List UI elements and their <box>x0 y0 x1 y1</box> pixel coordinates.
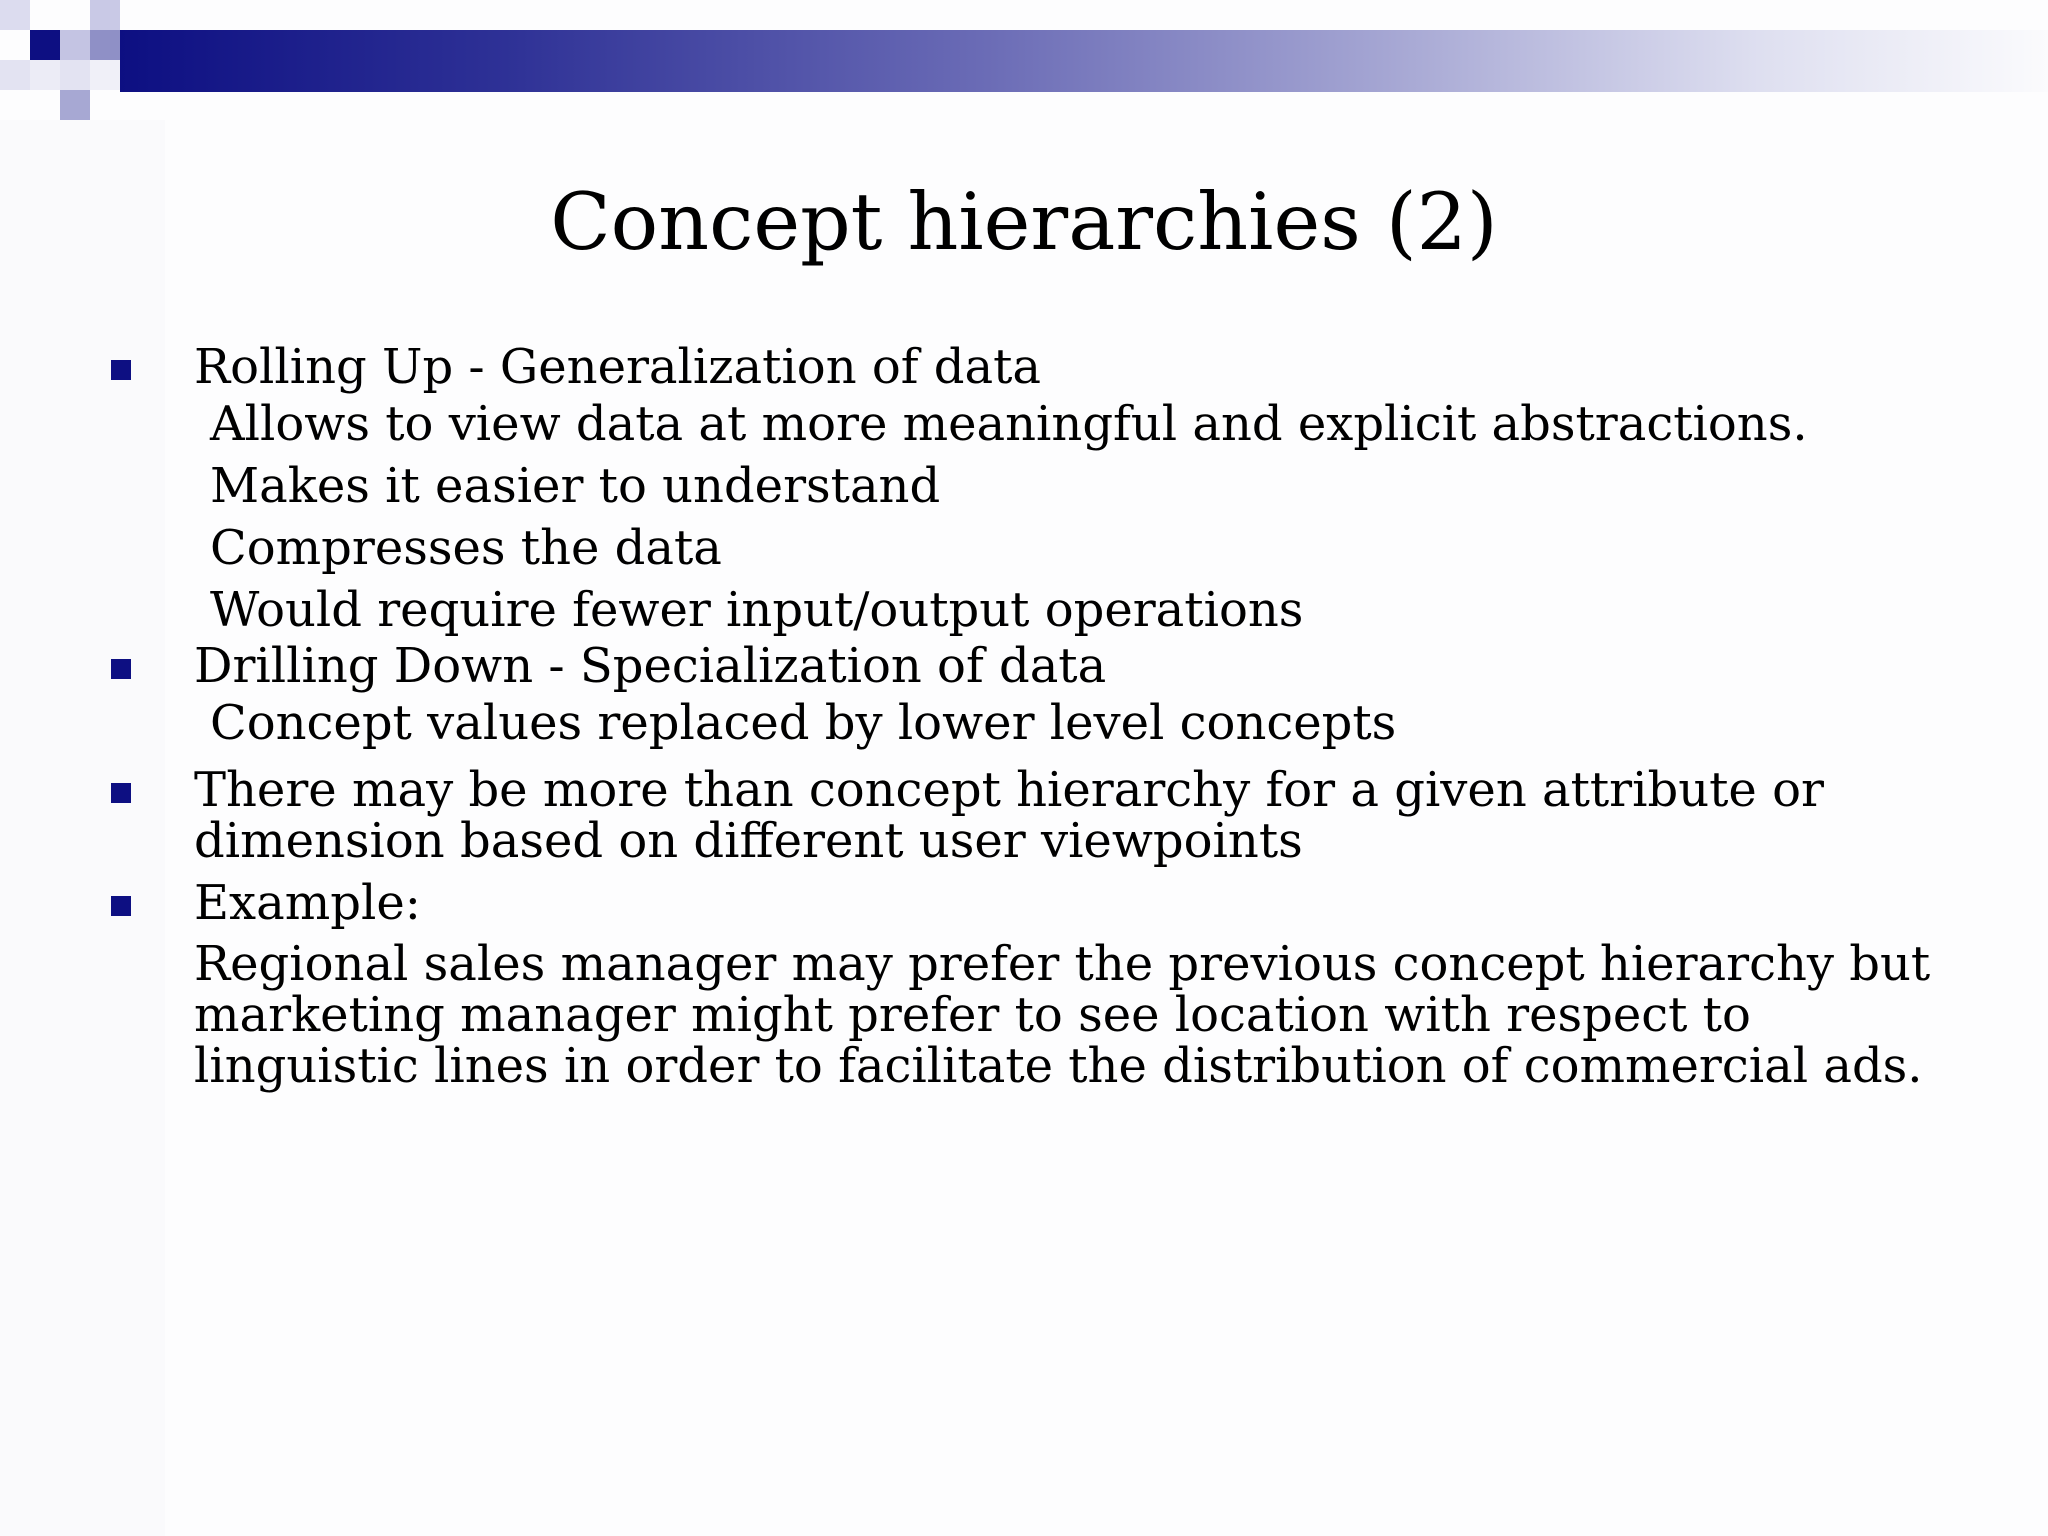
bullet-text: Rolling Up - Generalization of data <box>194 339 1042 395</box>
bullet-text: There may be more than concept hierarchy for a given attribute or dimension based on different user viewpoints <box>194 762 1824 869</box>
sub-item: Makes it easier to understand <box>210 458 941 514</box>
sub-item: Would require fewer input/output operations <box>210 582 1304 638</box>
sub-item: Compresses the data <box>210 520 722 576</box>
header-square <box>30 30 60 60</box>
bullet-item <box>108 638 1988 694</box>
bullet-item <box>108 875 1988 931</box>
header-square <box>90 30 120 60</box>
header-square <box>0 60 30 90</box>
header-square <box>60 30 90 60</box>
example-paragraph: Regional sales manager may prefer the previous concept hierarchy but marketing manager might prefer to see location with respect to linguistic lines in order to facilitate the distribution of commercial ads. <box>194 936 1931 1094</box>
header-square <box>0 0 30 30</box>
square-bullet-icon <box>111 659 131 679</box>
square-bullet-icon <box>111 896 131 916</box>
square-bullet-icon <box>111 783 131 803</box>
sub-item: Allows to view data at more meaningful and explicit abstractions. <box>210 396 1808 452</box>
square-bullet-icon <box>111 360 131 380</box>
bullet-text: Example: <box>194 875 421 931</box>
header-square <box>90 60 120 90</box>
slide-body <box>108 339 1988 1094</box>
slide-title: Concept hierarchies (2) <box>550 176 1498 268</box>
bullet-item <box>108 339 1988 395</box>
header-gradient-band <box>120 30 2048 92</box>
sub-item: Concept values replaced by lower level concepts <box>210 695 1397 751</box>
bullet-text: Drilling Down - Specialization of data <box>194 638 1107 694</box>
header-square <box>60 90 90 120</box>
header-square <box>60 60 90 90</box>
header-square <box>90 0 120 30</box>
header-square <box>30 60 60 90</box>
bullet-item <box>108 762 1988 869</box>
